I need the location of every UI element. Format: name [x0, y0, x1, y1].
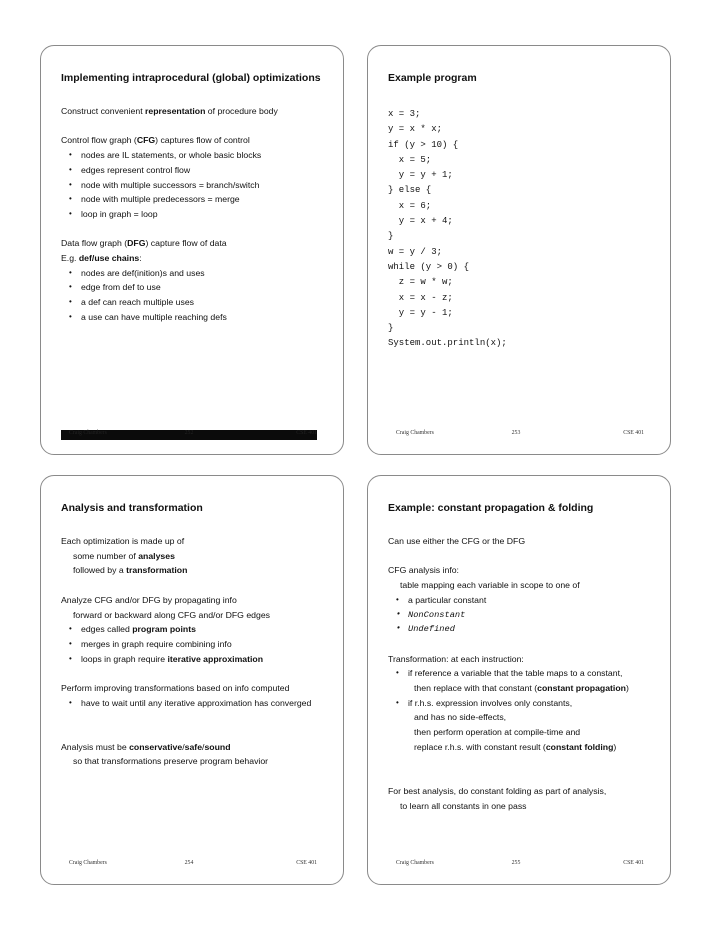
text-line: then replace with that constant (constant propagation) — [414, 683, 629, 693]
code-line: z = w * w; — [388, 277, 453, 288]
code-line: x = 5; — [388, 154, 432, 165]
slide-255 — [367, 475, 671, 885]
text-line: then perform operation at compile-time and — [414, 727, 581, 738]
footer-page: 252 — [184, 430, 194, 436]
slide-title: Example program — [388, 72, 477, 84]
bullet-item: • loop in graph = loop — [61, 207, 335, 222]
code-line: if (y > 10) { — [388, 139, 459, 150]
bullet-item: • a use can have multiple reaching defs — [61, 310, 335, 325]
bullet-item: • nodes are def(inition)s and uses — [61, 266, 335, 281]
bullet-item: • loops in graph require iterative approximation — [61, 652, 335, 667]
slide-title: Implementing intraprocedural (global) optimizations — [61, 72, 321, 84]
bullet-item: • if reference a variable that the table maps to a constant, — [388, 666, 662, 681]
bullet-item: • have to wait until any iterative approximation has converged — [61, 696, 335, 711]
slide-footer — [388, 430, 644, 440]
slide-body — [61, 104, 335, 325]
text-line: followed by a transformation — [73, 565, 188, 576]
code-line: x = 3; — [388, 109, 421, 119]
bullet-item: • nodes are IL statements, or whole basic blocks — [61, 148, 335, 163]
bullet-item: • merges in graph require combining info — [61, 637, 335, 652]
slide-252 — [40, 45, 344, 455]
text-line: and has no side-effects, — [414, 712, 507, 723]
code-line: y = x + 4; — [388, 216, 453, 227]
bullet-item: • edges represent control flow — [61, 163, 335, 178]
bullet-item: • node with multiple successors = branch/switch — [61, 178, 335, 193]
slide-footer — [61, 430, 317, 440]
bullet-item: • if r.h.s. expression involves only constants, — [388, 696, 662, 711]
text-line: Analyze CFG and/or DFG by propagating info — [61, 594, 237, 605]
text-line: table mapping each variable in scope to one of — [400, 580, 580, 591]
text-line: to learn all constants in one pass — [400, 800, 527, 811]
code-line: y = x * x; — [388, 124, 443, 135]
code-line: y = y - 1; — [388, 307, 453, 318]
text-line: Each optimization is made up of — [61, 536, 185, 546]
text-line: For best analysis, do constant folding as part of analysis, — [388, 785, 607, 796]
bullet-item: • a particular constant — [388, 593, 662, 608]
footer-author: Craig Chambers — [396, 430, 434, 436]
code-line: x = x - z; — [388, 292, 453, 303]
bullet-item: • edges called program points — [61, 622, 335, 637]
code-line: } else { — [388, 185, 432, 196]
footer-page: 254 — [184, 860, 194, 866]
code-line: System.out.println(x); — [388, 338, 507, 349]
footer-course: CSE 401 — [296, 860, 317, 866]
text-line: Perform improving transformations based on info computed — [61, 683, 290, 693]
text-line: E.g. def/use chains: — [61, 253, 142, 263]
bullet-item: • NonConstant — [388, 608, 662, 623]
bullet-item: • node with multiple predecessors = merge — [61, 192, 335, 207]
code-line: while (y > 0) { — [388, 261, 470, 272]
slide-body — [61, 534, 335, 769]
footer-course: CSE 401 — [296, 430, 317, 436]
slide-title: Example: constant propagation & folding — [388, 502, 594, 514]
footer-author: Craig Chambers — [69, 860, 107, 866]
text-line: Control flow graph (CFG) captures flow of control — [61, 135, 250, 146]
code-line: w = y / 3; — [388, 246, 443, 257]
code-line: } — [388, 231, 394, 242]
slide-footer — [61, 860, 317, 870]
footer-author: Craig Chambers — [69, 430, 107, 436]
footer-page: 255 — [511, 860, 521, 866]
footer-course: CSE 401 — [623, 430, 644, 436]
slide-253 — [367, 45, 671, 455]
text-line: Can use either the CFG or the DFG — [388, 536, 526, 546]
footer-course: CSE 401 — [623, 860, 644, 866]
text-line: CFG analysis info: — [388, 565, 459, 576]
footer-page: 253 — [511, 430, 521, 436]
code-line: y = y + 1; — [388, 170, 453, 181]
bullet-item: • Undefined — [388, 622, 662, 637]
slide-title: Analysis and transformation — [61, 502, 203, 514]
text-line: replace r.h.s. with constant result (constant folding) — [414, 741, 617, 752]
text-line: some number of analyses — [73, 550, 175, 561]
text-line: Data flow graph (DFG) capture flow of data — [61, 238, 227, 249]
code-block — [388, 107, 507, 352]
text-line: Analysis must be conservative/safe/sound — [61, 741, 231, 752]
code-line: x = 6; — [388, 200, 432, 211]
slide-footer — [388, 860, 644, 870]
slide-254 — [40, 475, 344, 885]
text-line: Construct convenient representation of procedure body — [61, 106, 278, 116]
code-line: } — [388, 323, 394, 334]
footer-author: Craig Chambers — [396, 860, 434, 866]
slide-body — [388, 534, 662, 813]
bullet-item: • a def can reach multiple uses — [61, 295, 335, 310]
bullet-item: • edge from def to use — [61, 280, 335, 295]
text-line: Transformation: at each instruction: — [388, 653, 524, 664]
text-line: forward or backward along CFG and/or DFG edges — [73, 609, 271, 620]
text-line: so that transformations preserve program behavior — [73, 756, 269, 767]
